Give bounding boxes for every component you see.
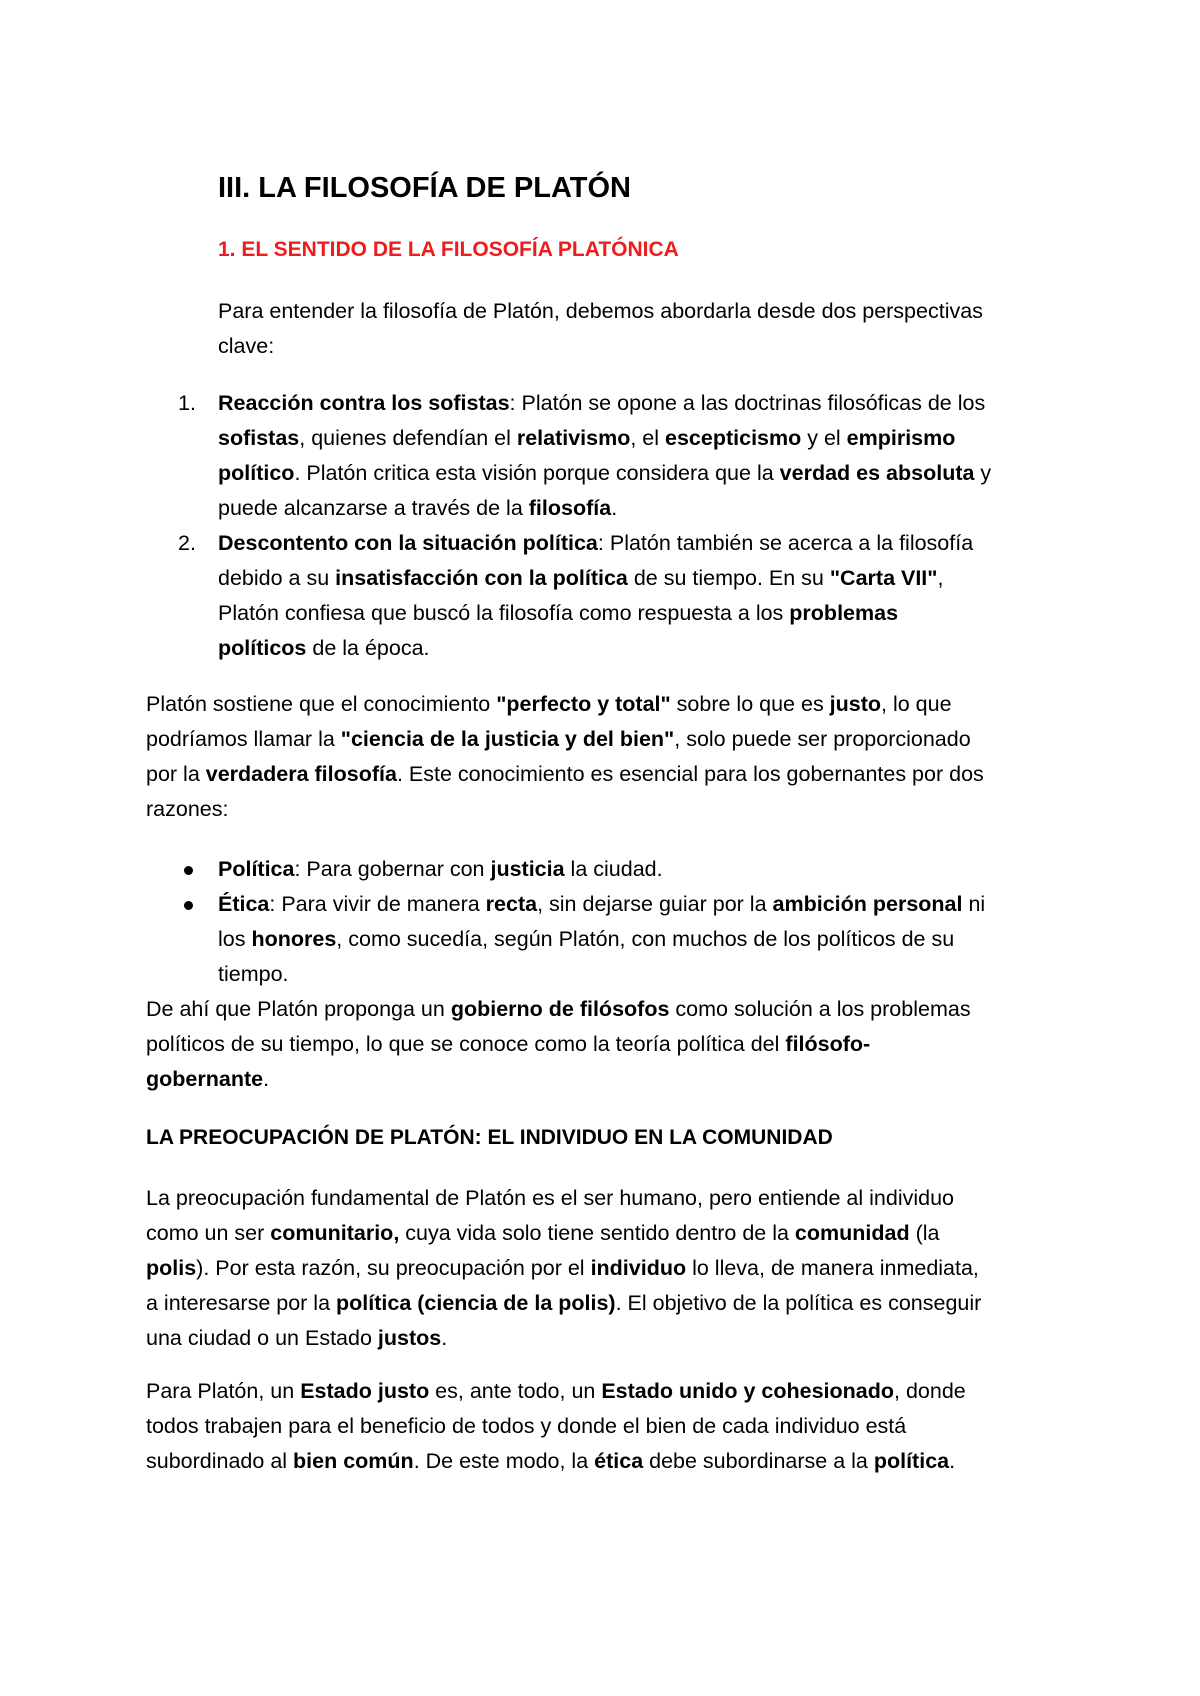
- text-line: razones:: [146, 797, 229, 821]
- bold-text: polis: [146, 1256, 197, 1280]
- bold-text: comunidad: [794, 1221, 910, 1245]
- list-number: 2.: [178, 531, 196, 555]
- bold-text: bien común: [293, 1449, 414, 1473]
- text-line: una ciudad o un Estado justos.: [146, 1326, 448, 1350]
- paragraph: [146, 1181, 981, 1356]
- text-line: gobernante.: [146, 1067, 270, 1091]
- bullet-icon: [184, 901, 193, 910]
- text-line: Platón sostiene que el conocimiento "perfecto y total" sobre lo que es justo, lo que: [146, 692, 952, 716]
- text-line: clave:: [218, 334, 275, 358]
- bold-text: política (ciencia de la polis): [336, 1291, 616, 1315]
- bold-text: justo: [829, 692, 882, 716]
- text-line: La preocupación fundamental de Platón es el ser humano, pero entiende al individuo: [146, 1186, 955, 1210]
- text-line: como un ser comunitario, cuya vida solo tiene sentido dentro de la comunidad (la: [146, 1221, 940, 1245]
- paragraph: [146, 992, 971, 1097]
- text-line: De ahí que Platón proponga un gobierno de filósofos como solución a los problemas: [146, 997, 971, 1021]
- list-item: [218, 852, 985, 887]
- page-title: III. LA FILOSOFÍA DE PLATÓN: [218, 172, 631, 204]
- text-line: Para Platón, un Estado justo es, ante todo, un Estado unido y cohesionado, donde: [146, 1379, 966, 1403]
- bold-text: Descontento con la situación política: [218, 531, 598, 555]
- bold-text: verdad es absoluta: [779, 461, 975, 485]
- text-line: políticos de la época.: [218, 636, 430, 660]
- bold-text: filosofía: [528, 496, 612, 520]
- text-line: político. Platón critica esta visión porque considera que la verdad es absoluta y: [218, 461, 992, 485]
- bold-text: honores: [251, 927, 337, 951]
- bold-text: "perfecto y total": [496, 692, 671, 716]
- bold-text: ética: [594, 1449, 644, 1473]
- intro-paragraph: [218, 294, 983, 364]
- bullet-icon: [184, 866, 193, 875]
- text-line: políticos de su tiempo, lo que se conoce como la teoría política del filósofo-: [146, 1032, 871, 1056]
- text-line: a interesarse por la política (ciencia de la polis). El objetivo de la política es conseguir: [146, 1291, 982, 1315]
- text-line: Descontento con la situación política: Platón también se acerca a la filosofía: [218, 531, 974, 555]
- text-line: podríamos llamar la "ciencia de la justicia y del bien", solo puede ser proporcionado: [146, 727, 971, 751]
- bold-text: Política: [218, 857, 295, 881]
- bold-text: insatisfacción con la política: [335, 566, 628, 590]
- bold-text: problemas: [789, 601, 899, 625]
- bold-text: empirismo: [846, 426, 956, 450]
- paragraph: [146, 687, 984, 827]
- list-item-text: [218, 887, 985, 992]
- bold-text: Reacción contra los sofistas: [218, 391, 510, 415]
- bold-text: comunitario,: [270, 1221, 400, 1245]
- bold-text: "ciencia de la justicia y del bien": [340, 727, 675, 751]
- bold-text: Estado justo: [300, 1379, 430, 1403]
- list-item-text: [218, 852, 985, 887]
- text-line: todos trabajen para el beneficio de todos y donde el bien de cada individuo está: [146, 1414, 907, 1438]
- bold-text: justicia: [490, 857, 565, 881]
- text-line: subordinado al bien común. De este modo, la ética debe subordinarse a la política.: [146, 1449, 956, 1473]
- bold-text: política: [873, 1449, 950, 1473]
- bold-text: gobernante: [146, 1067, 264, 1091]
- text-line: los honores, como sucedía, según Platón, con muchos de los políticos de su: [218, 927, 955, 951]
- list-item: [218, 887, 985, 992]
- bold-text: "Carta VII": [829, 566, 938, 590]
- list-item-text: [218, 526, 991, 666]
- text-line: tiempo.: [218, 962, 289, 986]
- text-line: por la verdadera filosofía. Este conocimiento es esencial para los gobernantes por dos: [146, 762, 984, 786]
- bold-text: verdadera filosofía: [205, 762, 397, 786]
- bullet-list: [218, 852, 985, 992]
- bold-text: gobierno de filósofos: [450, 997, 670, 1021]
- bold-text: escepticismo: [665, 426, 802, 450]
- text-line: Reacción contra los sofistas: Platón se opone a las doctrinas filosóficas de los: [218, 391, 986, 415]
- text-line: Política: Para gobernar con justicia la ciudad.: [218, 857, 663, 881]
- bold-text: ambición personal: [772, 892, 963, 916]
- text-line: sofistas, quienes defendían el relativismo, el escepticismo y el empirismo: [218, 426, 956, 450]
- bold-text: Ética: [218, 892, 270, 916]
- bold-text: político: [218, 461, 295, 485]
- paragraph: [146, 1374, 966, 1479]
- section-heading: LA PREOCUPACIÓN DE PLATÓN: EL INDIVIDUO EN LA COMUNIDAD: [146, 1126, 833, 1149]
- bold-text: relativismo: [516, 426, 631, 450]
- bold-text: Estado unido y cohesionado: [601, 1379, 895, 1403]
- bold-text: justos: [377, 1326, 442, 1350]
- bold-text: políticos: [218, 636, 307, 660]
- bold-text: recta: [485, 892, 538, 916]
- text-line: puede alcanzarse a través de la filosofía.: [218, 496, 618, 520]
- text-line: polis). Por esta razón, su preocupación por el individuo lo lleva, de manera inmediata,: [146, 1256, 979, 1280]
- bold-text: individuo: [590, 1256, 687, 1280]
- bold-text: sofistas: [218, 426, 300, 450]
- numbered-list: [178, 386, 992, 666]
- text-line: Para entender la filosofía de Platón, debemos abordarla desde dos perspectivas: [218, 299, 983, 323]
- text-line: Platón confiesa que buscó la filosofía como respuesta a los problemas: [218, 601, 899, 625]
- section-heading: 1. EL SENTIDO DE LA FILOSOFÍA PLATÓNICA: [218, 238, 679, 261]
- text-line: debido a su insatisfacción con la política de su tiempo. En su "Carta VII",: [218, 566, 944, 590]
- list-number: 1.: [178, 391, 196, 415]
- list-item: [178, 526, 991, 666]
- text-line: Ética: Para vivir de manera recta, sin dejarse guiar por la ambición personal ni: [218, 892, 986, 916]
- list-item-text: [218, 386, 991, 526]
- list-item: [178, 386, 992, 526]
- bold-text: filósofo-: [785, 1032, 871, 1056]
